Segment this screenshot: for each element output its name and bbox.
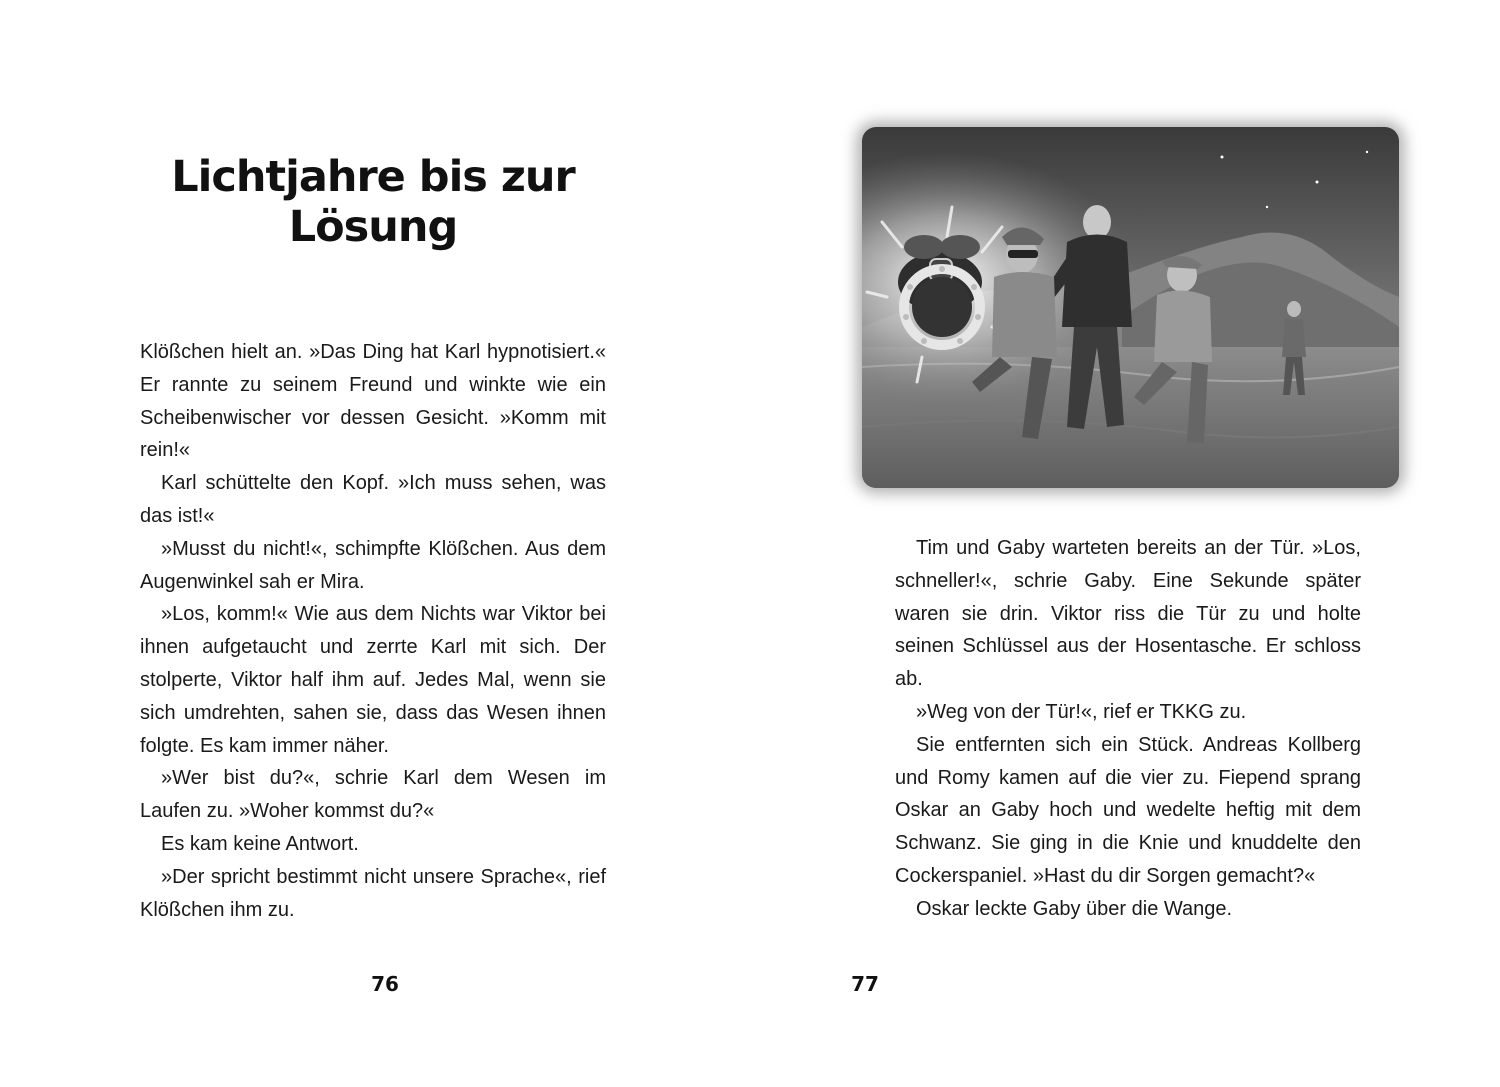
paragraph: Klößchen hielt an. »Das Ding hat Karl hypnotisiert.« Er rannte zu seinem Freund und winkte wie ein Scheibenwischer vor dessen Gesicht. »Komm mit rein!« bbox=[140, 341, 606, 462]
paragraph: Tim und Gaby warteten bereits an der Tür. »Los, schneller!«, schrie Gaby. Eine Sekunde später waren sie drin. Viktor riss die Tür zu und holte seinen Schlüssel aus der Hosentasche. Er schloss ab. bbox=[895, 537, 1361, 691]
chapter-title-line-1: Lichtjahre bis zur bbox=[171, 152, 575, 202]
paragraph: »Musst du nicht!«, schimpfte Klößchen. Aus dem Augenwinkel sah er Mira. bbox=[140, 537, 606, 593]
right-page bbox=[750, 0, 1500, 1087]
page-number-left: 76 bbox=[371, 972, 399, 996]
night-chase-illustration bbox=[862, 127, 1399, 488]
paragraph: »Weg von der Tür!«, rief er TKKG zu. bbox=[916, 700, 1247, 723]
paragraph: Karl schüttelte den Kopf. »Ich muss sehen, was das ist!« bbox=[140, 472, 606, 527]
paragraph: Es kam keine Antwort. bbox=[161, 832, 359, 855]
chapter-title-line-2: Lösung bbox=[288, 202, 458, 252]
left-body-text bbox=[140, 336, 606, 926]
chapter-title bbox=[140, 152, 606, 252]
page-number-right: 77 bbox=[851, 972, 879, 996]
paragraph: Oskar leckte Gaby über die Wange. bbox=[916, 897, 1233, 920]
paragraph: Sie entfernten sich ein Stück. Andreas Kollberg und Romy kamen auf die vier zu. Fiepend sprang Oskar an Gaby hoch und wedelte heftig mit dem Schwanz. Sie ging in die Knie und knuddelte den Cockerspaniel. »Hast du dir Sorgen gemacht?« bbox=[895, 733, 1361, 887]
right-body-text bbox=[895, 532, 1361, 926]
paragraph: »Der spricht bestimmt nicht unsere Sprache«, rief Klößchen ihm zu. bbox=[140, 865, 606, 921]
paragraph: »Wer bist du?«, schrie Karl dem Wesen im Laufen zu. »Woher kommst du?« bbox=[140, 767, 606, 823]
paragraph: »Los, komm!« Wie aus dem Nichts war Viktor bei ihnen aufgetaucht und zerrte Karl mit sich. Der stolperte, Viktor half ihm auf. Jedes Mal, wenn sie sich umdrehten, sahen sie, dass das Wesen ihnen folgte. Es kam immer näher. bbox=[140, 603, 606, 757]
